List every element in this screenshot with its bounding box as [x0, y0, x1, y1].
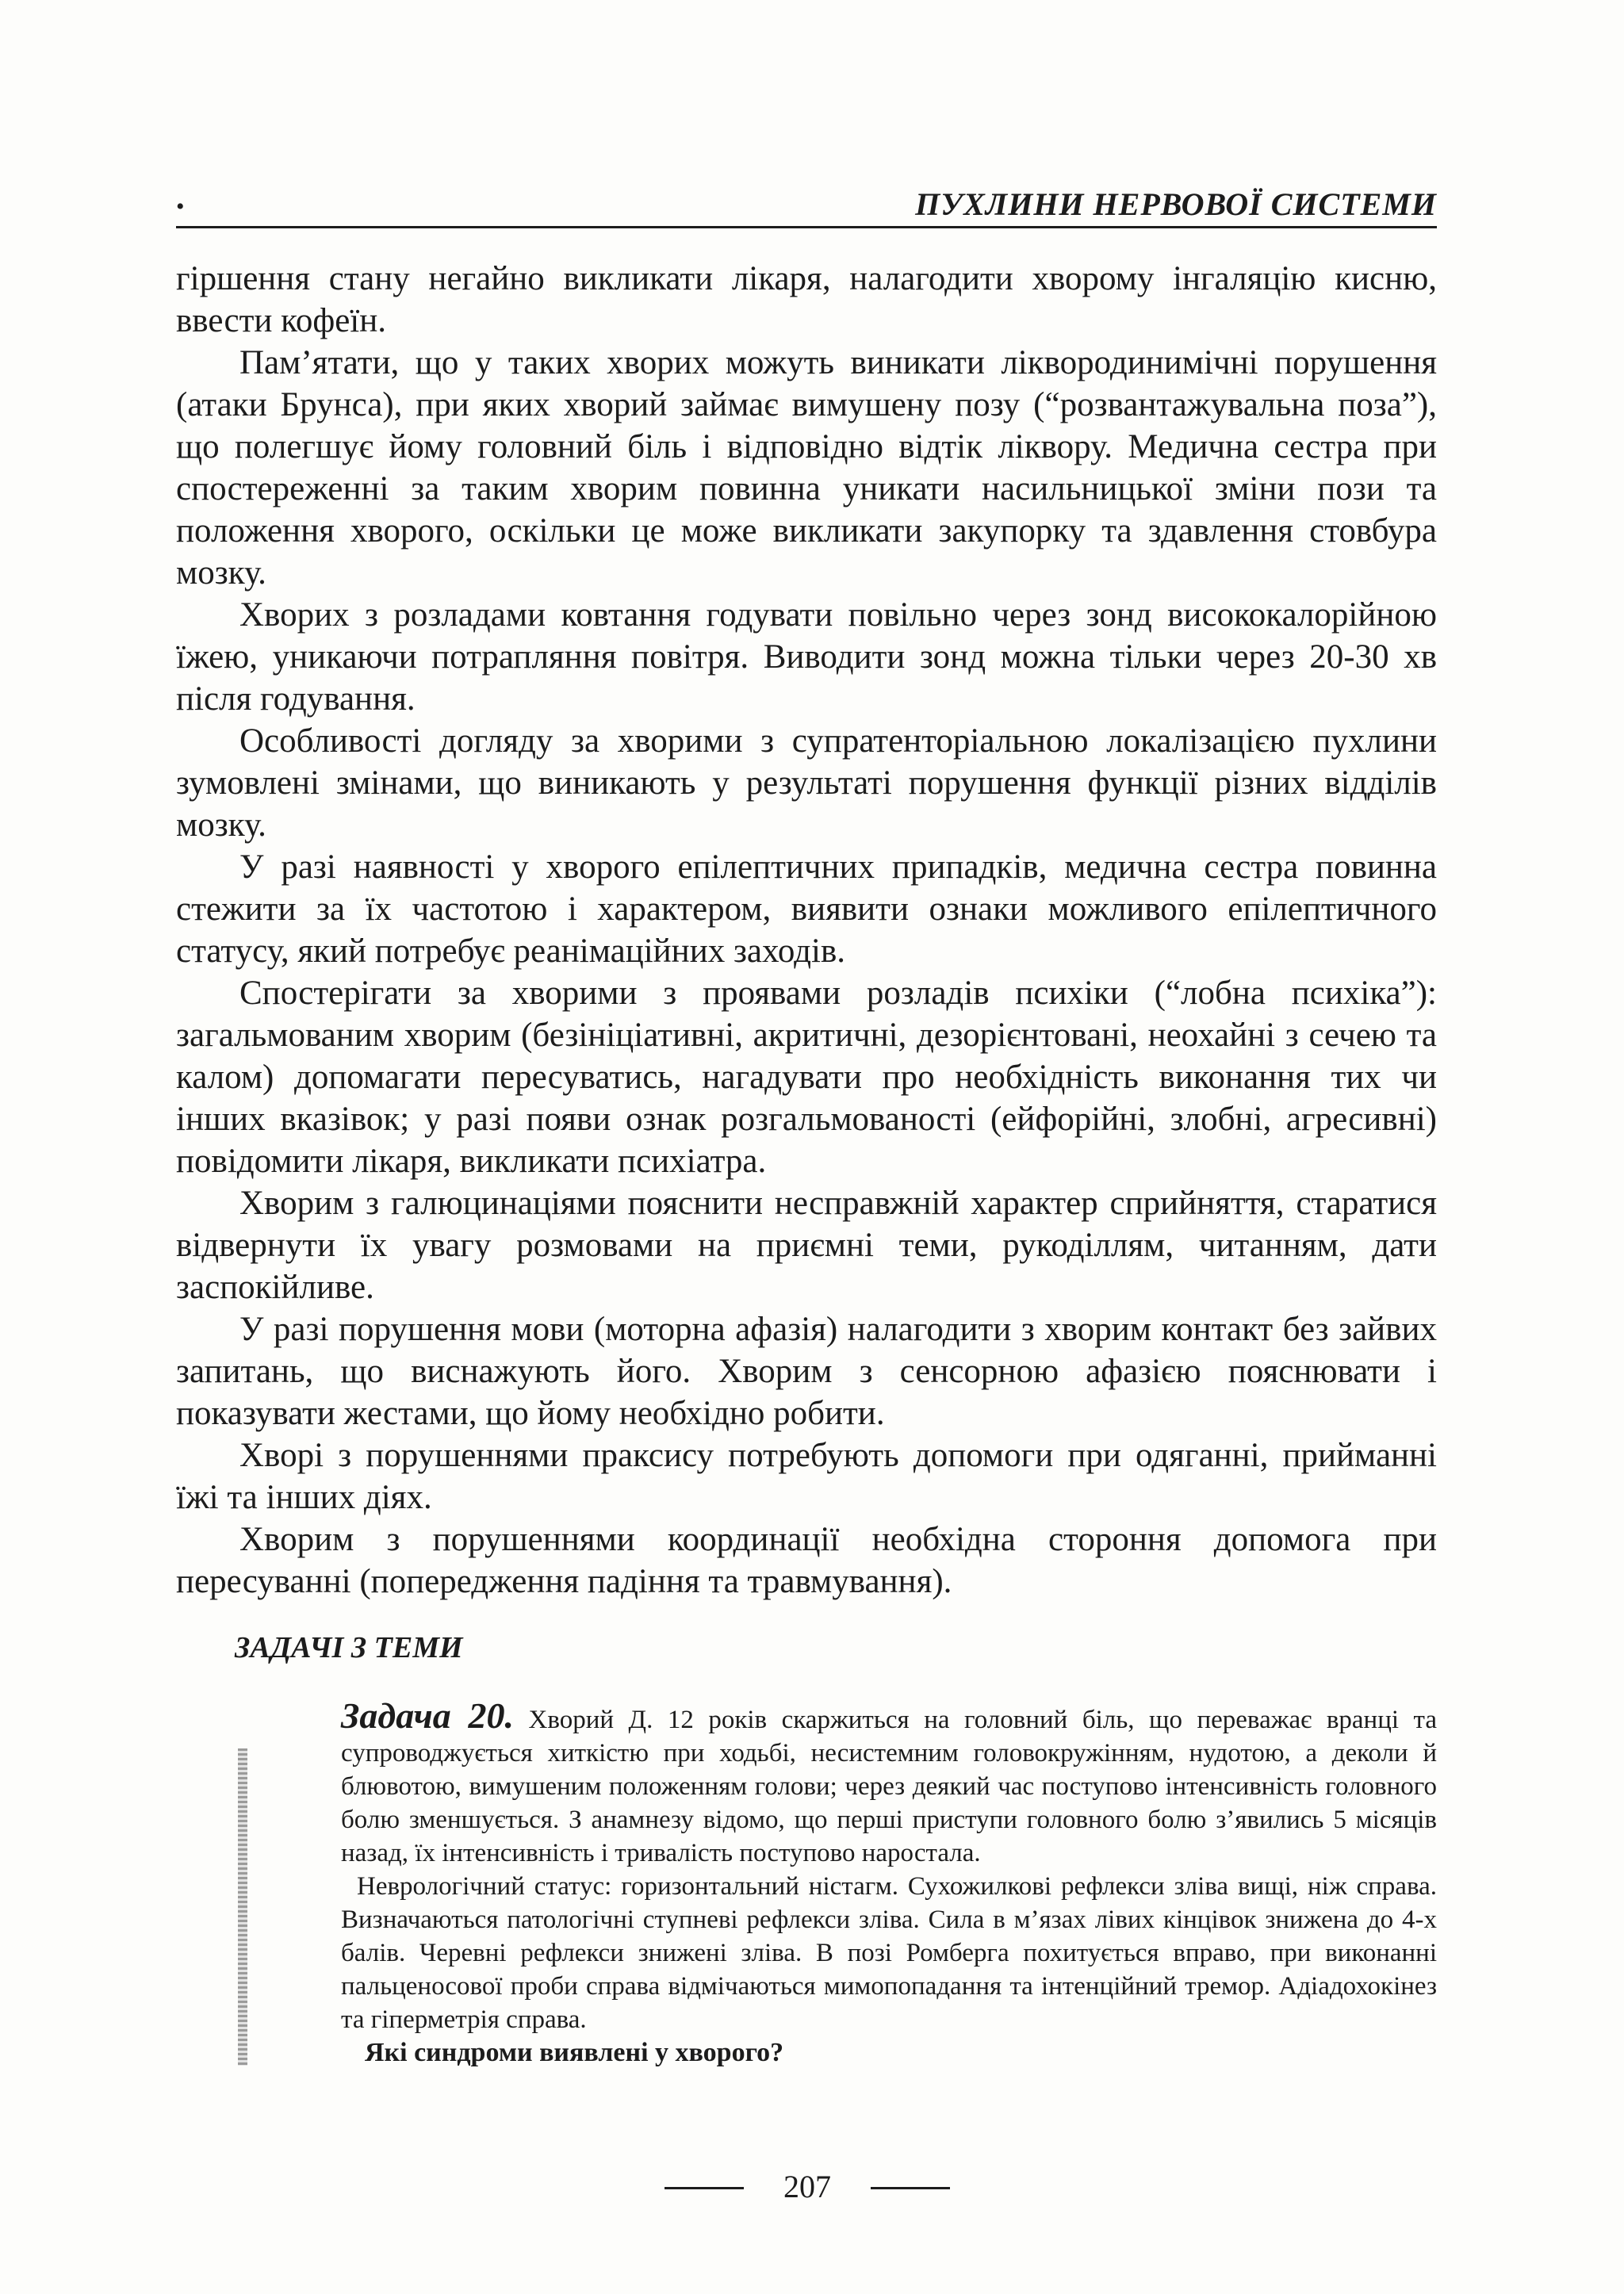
- running-header: [176, 186, 1437, 225]
- paragraph: Хворих з розладами ковтання годувати повільно через зонд висококалорійною їжею, уникаючи потрапляння повітря. Виводити зонд можна тільки через 20-30 хв після годування.: [176, 596, 1437, 718]
- paragraph: Хворі з порушеннями праксису потребують допомоги при одяганні, прийманні їжі та інших діях.: [176, 1437, 1437, 1516]
- header-bullet: •: [176, 193, 185, 220]
- task-text: Хворий Д. 12 років скаржиться на головний біль, що переважає вранці та супроводжується хиткістю при ходьбі, несистемним головокружінням, нудотою, а деколи й блювотою, вимушеним положенням голови; через деякий час поступово інтенсивність головного болю зменшується. З анамнезу відомо, що перші приступи головного болю з’явились 5 місяців назад, їх інтенсивність і тривалість поступово наростала.: [341, 1706, 1438, 1867]
- paragraph: Особливості догляду за хворими з супратенторіальною локалізацією пухлини зумовлені змінами, що виникають у результаті порушення функції різних відділів мозку.: [176, 722, 1437, 844]
- task-paragraph: Неврологічний статус: горизонтальний ністагм. Сухожилкові рефлекси зліва вищі, ніж справа. Визначаються патологічні ступневі рефлекси зліва. Сила в м’язах лівих кінцівок знижена до 4-х балів. Черевні рефлекси знижені зліва. В позі Ромберга похитується вправо, при виконанні пальценосової проби справа відмічаються мимопопадання та інтенційний тремор. Адіадохокінез та гіперметрія справа.: [341, 1872, 1437, 2034]
- task-paragraph: [341, 1695, 1438, 1870]
- paragraph: Спостерігати за хворими з проявами розладів психіки (“лобна психіка”): загальмованим хворим (безініціативні, акритичні, дезорієнтовані, неохайні з сечею та калом) допомагати пересуватись, нагадувати про необхідність виконання тих чи інших вказівок; у разі появи ознак розгальмованості (ейфорійні, злобні, агресивні) повідомити лікаря, викликати психіатра.: [176, 975, 1437, 1180]
- footer-rule-right: [871, 2187, 950, 2189]
- header-rule: [176, 226, 1437, 228]
- paragraph: Хворим з галюцинаціями пояснити несправжній характер сприйняття, старатися відвернути їх увагу розмовами на приємні теми, рукоділлям, читанням, дати заспокійливе.: [176, 1185, 1437, 1306]
- paragraph: Пам’ятати, що у таких хворих можуть виникати ліквородинимічні порушення (атаки Брунса), при яких хворий займає вимушену позу (“розвантажувальна поза”), що полегшує йому головний біль і відповідно відтік ліквору. Медична сестра при спостереженні за таким хворим повинна уникати насильницької зміни пози та положення хворого, оскільки це може викликати закупорку та здавлення стовбура мозку.: [176, 344, 1437, 592]
- paragraph: Хворим з порушеннями координації необхідна стороння допомога при пересуванні (попередження падіння та травмування).: [176, 1521, 1437, 1600]
- page-number: 207: [783, 2169, 831, 2204]
- body-text: [176, 258, 1437, 1603]
- task-label: Задача 20.: [341, 1695, 515, 1736]
- paragraph: У разі порушення мови (моторна афазія) налагодити з хворим контакт без зайвих запитань, що виснажують його. Хворим з сенсорною афазією пояснювати і показувати жестами, що йому необхідно робити.: [176, 1311, 1437, 1432]
- page-footer: [665, 2167, 950, 2207]
- paragraph: гіршення стану негайно викликати лікаря, налагодити хворому інгаляцію кисню, ввести кофеїн.: [176, 260, 1437, 339]
- paragraph: У разі наявності у хворого епілептичних припадків, медична сестра повинна стежити за їх частотою і характером, виявити ознаки можливого епілептичного статусу, який потребує реанімаційних заходів.: [176, 848, 1437, 970]
- header-title: ПУХЛИНИ НЕРВОВОЇ СИСТЕМИ: [915, 186, 1437, 222]
- task-block: [341, 1695, 1438, 2070]
- section-title: ЗАДАЧІ З ТЕМИ: [235, 1631, 463, 1664]
- task-question: Які синдроми виявлені у хворого?: [365, 2038, 784, 2067]
- margin-scan-mark: [238, 1748, 247, 2066]
